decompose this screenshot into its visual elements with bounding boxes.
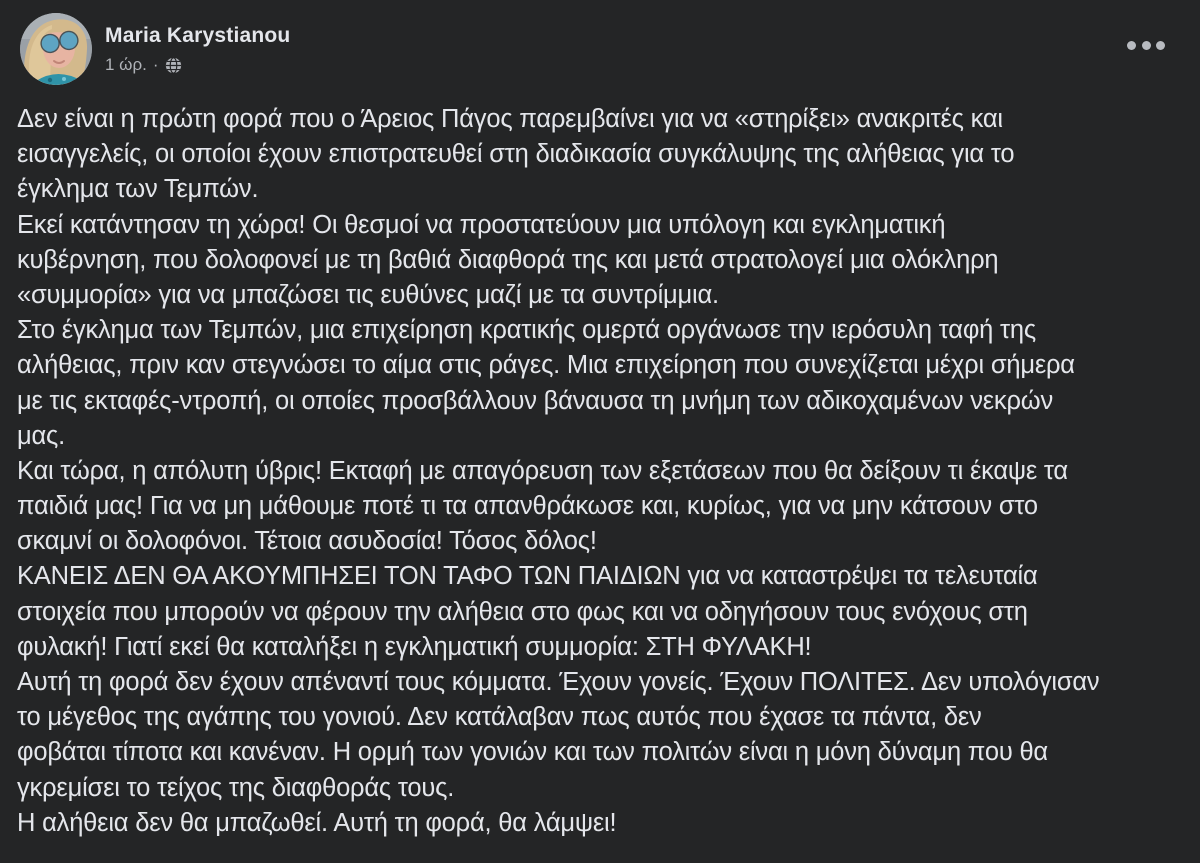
post-menu-button[interactable] [1119, 33, 1173, 58]
post-text-line: κυβέρνηση, που δολοφονεί με τη βαθιά διαφθορά της και μετά στρατολογεί μια ολόκληρη [17, 245, 999, 274]
timestamp[interactable]: 1 ώρ. [105, 55, 147, 74]
author-name[interactable]: Maria Karystianou [105, 24, 291, 47]
post-text-line: εισαγγελείς, οι οποίοι έχουν επιστρατευθεί στη διαδικασία συγκάλυψης της αλήθειας για το [17, 140, 1015, 169]
post-text-line: Εκεί κατάντησαν τη χώρα! Οι θεσμοί να προστατεύουν μια υπόλογη και εγκληματική [17, 210, 946, 239]
post-text-line: Δεν είναι η πρώτη φορά που ο Άρειος Πάγος παρεμβαίνει για να «στηρίξει» ανακριτές και [17, 105, 1003, 133]
ellipsis-icon [1127, 41, 1136, 50]
post-text-line: Αυτή τη φορά δεν έχουν απέναντί τους κόμματα. Έχουν γονείς. Έχουν ΠΟΛΙΤΕΣ. Δεν υπολόγισαν [17, 668, 1100, 696]
meta-separator: · [152, 55, 159, 74]
header-info [105, 23, 290, 74]
post-text-line: Και τώρα, η απόλυτη ύβρις! Εκταφή με απαγόρευση των εξετάσεων που θα δείξουν τι έκαψε τα [17, 456, 1068, 485]
post-text [17, 102, 1194, 841]
ellipsis-icon [1142, 41, 1151, 50]
post-text-line: γκρεμίσει το τείχος της διαφθοράς τους. [17, 773, 455, 802]
ellipsis-icon [1156, 41, 1165, 50]
post-text-line: παιδιά μας! Για να μη μάθουμε ποτέ τι τα απανθράκωσε και, κυρίως, για να μην κάτσουν στο [17, 492, 1038, 521]
post-text-line: φοβάται τίποτα και κανέναν. Η ορμή των γονιών και των πολιτών είναι η μόνη δύναμη που θα [17, 738, 1048, 767]
post-text-line: το μέγεθος της αγάπης του γονιού. Δεν κατάλαβαν πως αυτός που έχασε τα πάντα, δεν [17, 703, 982, 732]
post-text-line: Η αλήθεια δεν θα μπαζωθεί. Αυτή τη φορά, θα λάμψει! [17, 808, 617, 837]
globe-icon [165, 57, 182, 74]
post-text-line: ΚΑΝΕΙΣ ΔΕΝ ΘΑ ΑΚΟΥΜΠΗΣΕΙ ΤΟΝ ΤΑΦΟ ΤΩΝ ΠΑΙΔΙΩΝ για να καταστρέψει τα τελευταία [17, 562, 1038, 591]
post-text-line: Στο έγκλημα των Τεμπών, μια επιχείρηση κρατικής ομερτά οργάνωσε την ιερόσυλη ταφή της [17, 316, 1036, 345]
post-text-line: στοιχεία που μπορούν να φέρουν την αλήθεια στο φως και να οδηγήσουν τους ενόχους στη [17, 597, 1028, 626]
post-header [0, 0, 1200, 100]
post-text-line: φυλακή! Γιατί εκεί θα καταλήξει η εγκληματική συμμορία: ΣΤΗ ΦΥΛΑΚΗ! [17, 632, 812, 661]
post-text-line: αλήθειας, πριν καν στεγνώσει το αίμα στις ράγες. Μια επιχείρηση που συνεχίζεται μέχρι σήμερα [17, 351, 1075, 380]
post-text-line: «συμμορία» για να μπαζώσει τις ευθύνες μαζί με τα συντρίμμια. [17, 280, 719, 309]
post-text-line: σκαμνί οι δολοφόνοι. Τέτοια ασυδοσία! Τόσος δόλος! [17, 527, 597, 556]
avatar-image [20, 13, 92, 85]
avatar[interactable] [20, 13, 92, 85]
post-text-line: μας. [17, 421, 66, 450]
post-text-line: έγκλημα των Τεμπών. [17, 175, 259, 204]
post-text-line: με τις εκταφές-ντροπή, οι οποίες προσβάλλουν βάναυσα τη μνήμη των αδικοχαμένων νεκρών [17, 386, 1054, 415]
post-meta [105, 56, 290, 74]
